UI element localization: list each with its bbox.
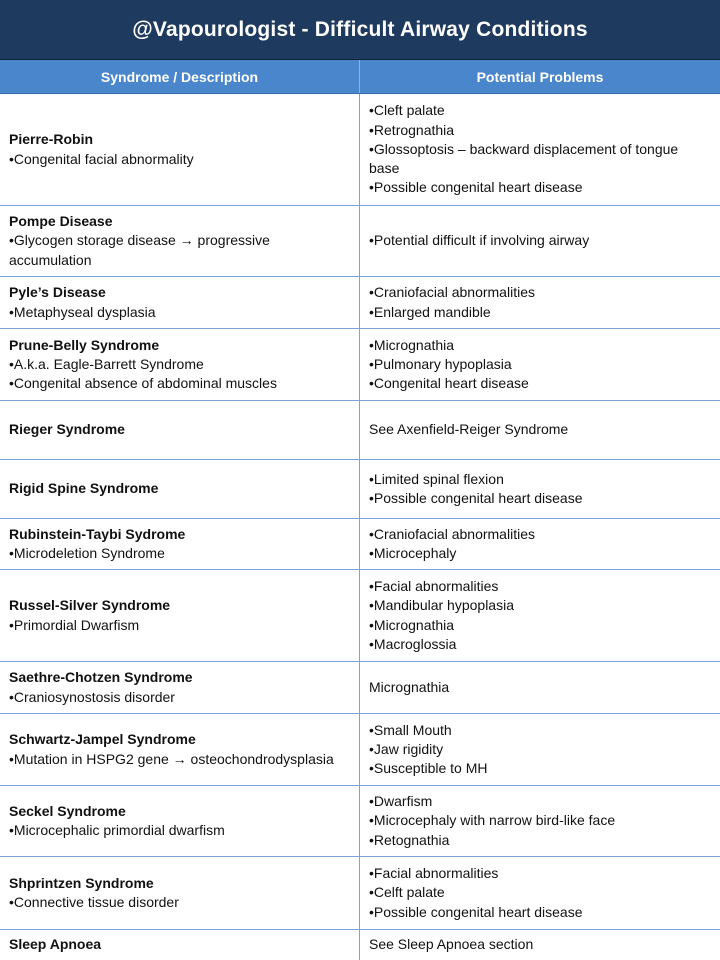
syndrome-description-line: •Glycogen storage disease → progressive [9,232,270,249]
syndrome-cell [0,401,360,459]
problem-line: •Glossoptosis – backward displacement of tongue [369,140,679,157]
problems-cell [360,460,720,518]
problem-line: •Micrognathia [369,616,455,633]
problem-line: •Possible congenital heart disease [369,490,583,506]
problem-line: •Cleft palate [369,102,445,119]
syndrome-cell [0,206,360,276]
problems-cell [360,930,720,960]
syndrome-cell [0,857,360,929]
table-row [0,519,720,570]
syndrome-name: Schwartz-Jampel Syndrome [9,731,196,748]
syndrome-description-line: •Congenital facial abnormality [9,150,194,167]
table-row [0,460,720,519]
table-header [0,60,720,94]
column-header-problems: Potential Problems [476,68,604,85]
problem-line: base [369,160,400,177]
syndrome-description-line: •Connective tissue disorder [9,894,179,910]
syndrome-cell [0,519,360,569]
problem-line: •Possible congenital heart disease [369,179,583,196]
syndrome-name: Prune-Belly Syndrome [9,336,160,353]
table-row [0,329,720,401]
syndrome-name: Saethre-Chotzen Syndrome [9,669,193,686]
problem-line: •Susceptible to MH [369,760,488,777]
problem-line: •Possible congenital heart disease [369,903,583,920]
problems-cell [360,857,720,929]
problem-line: •Enlarged mandible [369,303,491,320]
syndrome-name: Russel-Silver Syndrome [9,597,171,614]
problem-line: •Celft palate [369,884,445,901]
problems-cell [360,277,720,328]
table-row [0,206,720,277]
problems-cell [360,519,720,569]
problems-cell [360,786,720,856]
column-header-syndrome: Syndrome / Description [0,60,360,93]
problem-line: •Macroglossia [369,635,457,652]
syndrome-description-line: •Microdeletion Syndrome [9,545,165,561]
problem-line: •Microcephaly [369,545,457,561]
syndrome-name: Rigid Spine Syndrome [9,480,159,497]
problem-line: Micrognathia [369,678,450,695]
problem-line: •Craniofacial abnormalities [369,525,535,542]
problem-line: •Microcephaly with narrow bird-like face [369,812,616,829]
syndrome-name: Pyle’s Disease [9,284,106,301]
table-row [0,277,720,329]
table-row [0,786,720,857]
problem-line: •Potential difficult if involving airway [369,232,590,249]
syndrome-description-line: •Metaphyseal dysplasia [9,303,156,320]
table-row [0,401,720,460]
syndrome-name: Seckel Syndrome [9,802,126,819]
syndrome-description-line: accumulation [9,251,92,268]
syndrome-description-line: •Microcephalic primordial dwarfism [9,822,225,838]
problems-cell [360,329,720,400]
problem-line: •Craniofacial abnormalities [369,284,535,301]
syndrome-cell [0,94,360,205]
problem-line: •Pulmonary hypoplasia [369,355,512,372]
problem-line: •Jaw rigidity [369,740,444,757]
problems-cell [360,662,720,713]
problem-line: See Sleep Apnoea section [369,936,534,953]
problems-cell [360,94,720,205]
syndrome-description-line: •Primordial Dwarfism [9,616,140,633]
syndrome-cell [0,570,360,661]
syndrome-cell [0,460,360,518]
syndrome-name: Shprintzen Syndrome [9,874,154,891]
table-row [0,714,720,786]
problems-cell [360,714,720,785]
problems-cell [360,401,720,459]
problem-line: •Dwarfism [369,793,433,810]
problem-line: •Facial abnormalities [369,865,499,882]
syndrome-cell [0,786,360,856]
problem-line: •Limited spinal flexion [369,470,504,487]
problem-line: •Retognathia [369,831,450,848]
problems-cell [360,570,720,661]
syndrome-description-line: •A.k.a. Eagle-Barrett Syndrome [9,355,204,372]
table-row [0,94,720,206]
table-row [0,662,720,714]
problem-line: •Retrognathia [369,121,455,138]
problem-line: •Mandibular hypoplasia [369,597,514,614]
table-body [0,94,720,960]
table-row [0,570,720,662]
page-title: @Vapourologist - Difficult Airway Conditions [0,0,720,60]
syndrome-name: Sleep Apnoea [9,936,102,953]
syndrome-description-line: •Congenital absence of abdominal muscles [9,375,277,392]
table-row [0,857,720,930]
problem-line: •Small Mouth [369,721,452,738]
syndrome-description-line: •Craniosynostosis disorder [9,688,175,705]
syndrome-description-line: •Mutation in HSPG2 gene → osteochondrodysplasia [9,750,334,767]
syndrome-name: Pierre-Robin [9,131,94,148]
problem-line: See Axenfield-Reiger Syndrome [369,421,569,438]
syndrome-cell [0,714,360,785]
problem-line: •Facial abnormalities [369,577,499,594]
syndrome-name: Rieger Syndrome [9,421,125,438]
problems-cell [360,206,720,276]
syndrome-name: Pompe Disease [9,213,113,230]
problem-line: •Congenital heart disease [369,375,529,392]
syndrome-cell [0,329,360,400]
problem-line: •Micrognathia [369,336,455,353]
syndrome-cell [0,662,360,713]
syndrome-cell [0,930,360,960]
syndrome-cell [0,277,360,328]
syndrome-name: Rubinstein-Taybi Sydrome [9,525,186,542]
table-row [0,930,720,960]
